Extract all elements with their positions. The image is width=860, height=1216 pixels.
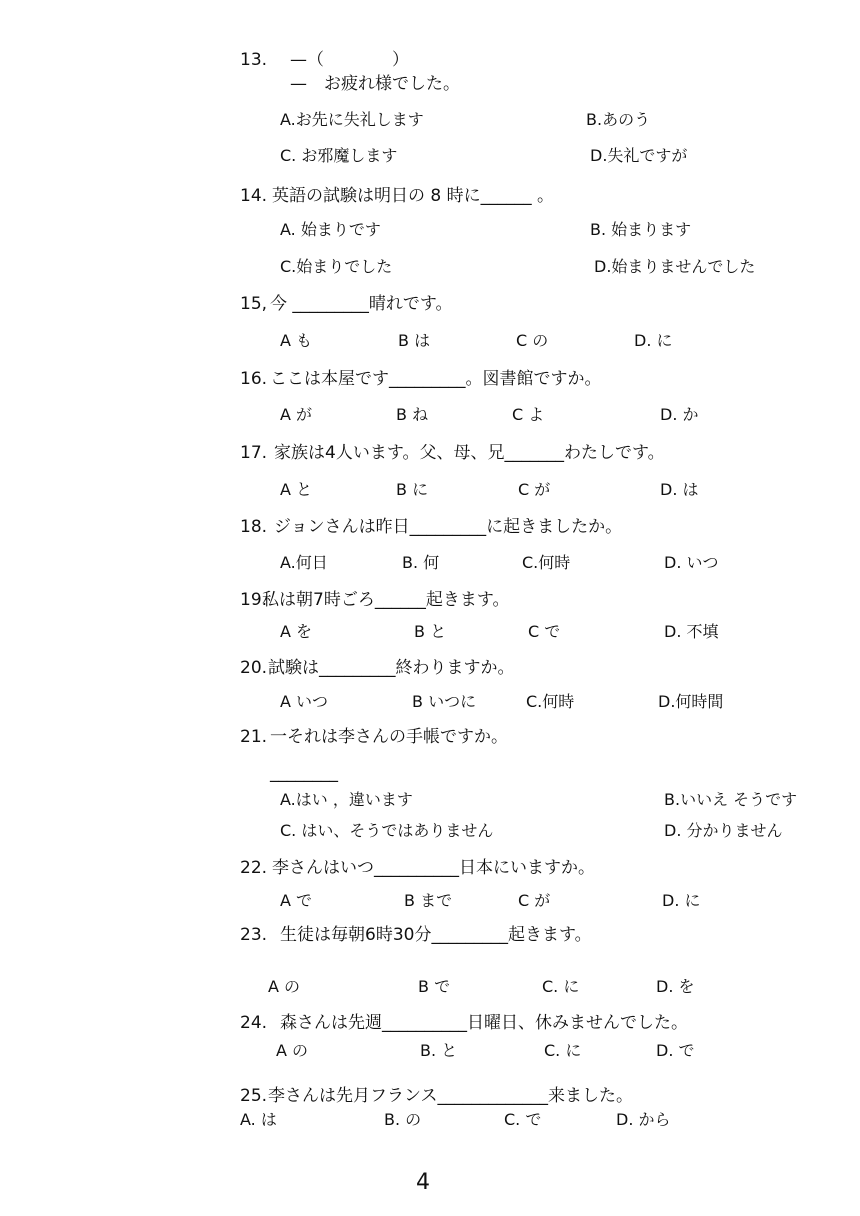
question-13-line-2: — お疲れ様でした。	[290, 74, 460, 94]
question-21-option-a: A.はい ，違います	[280, 790, 413, 809]
question-20-option-b: B いつに	[412, 692, 477, 711]
question-24-option-d: D. で	[656, 1041, 695, 1060]
question-15-option-d: D. に	[634, 331, 673, 350]
question-20-option-a: A いつ	[280, 692, 329, 711]
question-20-option-d: D.何時間	[658, 692, 724, 711]
question-13-option-b: B.あのう	[586, 110, 651, 129]
question-21-option-c: C. はい、そうではありません	[280, 821, 494, 840]
question-18-option-d: D. いつ	[664, 553, 719, 572]
question-17-option-b: B に	[396, 480, 429, 499]
question-20-line-1: 試験は_________終わりますか。	[268, 658, 515, 678]
question-18-option-b: B. 何	[402, 553, 440, 572]
question-15-line-1: 今 _________晴れです。	[270, 294, 453, 314]
question-25-option-c: C. で	[504, 1110, 542, 1129]
question-22-number: 22.	[240, 858, 268, 878]
question-17-option-d: D. は	[660, 480, 699, 499]
question-19-option-a: A を	[280, 622, 313, 641]
question-20-number: 20.	[240, 658, 268, 678]
question-21-option-b: B.いいえ そうです	[664, 790, 798, 809]
question-24-line-1: 森さんは先週__________日曜日、休みませんでした。	[280, 1013, 688, 1033]
question-16-option-b: B ね	[396, 405, 429, 424]
question-23-option-a: A の	[268, 977, 301, 996]
question-25-line-1: 李さんは先月フランス_____________来ました。	[268, 1086, 633, 1106]
question-17-option-a: A と	[280, 480, 313, 499]
question-19-option-c: C で	[528, 622, 561, 641]
question-23-line-1: 生徒は毎朝6時30分_________起きます。	[280, 925, 592, 945]
question-24-option-c: C. に	[544, 1041, 582, 1060]
question-19-option-d: D. 不填	[664, 622, 719, 641]
question-21-number: 21.	[240, 727, 268, 747]
page-number: 4	[416, 1170, 430, 1195]
question-18-line-1: ジョンさんは昨日_________に起きましたか。	[274, 517, 623, 537]
question-18-number: 18.	[240, 517, 268, 537]
question-13-number: 13.	[240, 50, 268, 70]
question-14-number: 14.	[240, 186, 268, 206]
question-13-line-1: —（ ）	[290, 50, 409, 70]
question-21-line-1: 一それは李さんの手帳ですか。	[270, 727, 508, 747]
question-23-option-c: C. に	[542, 977, 580, 996]
question-19-option-b: B と	[414, 622, 447, 641]
question-24-option-a: A の	[276, 1041, 309, 1060]
question-17-option-c: C が	[518, 480, 551, 499]
question-14-line-1: 英語の試験は明日の 8 時に______ 。	[272, 186, 555, 206]
question-13-option-d: D.失礼ですが	[590, 146, 688, 165]
question-15-option-b: B は	[398, 331, 431, 350]
question-15-option-a: A も	[280, 331, 313, 350]
question-25-option-d: D. から	[616, 1110, 671, 1129]
question-13-option-c: C. お邪魔します	[280, 146, 398, 165]
question-22-option-c: C が	[518, 891, 551, 910]
question-24-number: 24.	[240, 1013, 268, 1033]
question-25-option-a: A. は	[240, 1110, 277, 1129]
question-25-option-b: B. の	[384, 1110, 422, 1129]
question-19-line-1: 私は朝7時ごろ______起きます。	[262, 590, 510, 610]
question-23-number: 23.	[240, 925, 268, 945]
question-14-option-d: D.始まりませんでした	[594, 257, 756, 276]
question-20-option-c: C.何時	[526, 692, 575, 711]
question-15-option-c: C の	[516, 331, 549, 350]
question-25-number: 25.	[240, 1086, 268, 1106]
question-14-option-b: B. 始まります	[590, 220, 692, 239]
question-16-line-1: ここは本屋です_________。図書館ですか。	[270, 369, 602, 389]
question-21-option-d: D. 分かりません	[664, 821, 783, 840]
question-17-number: 17.	[240, 443, 268, 463]
question-17-line-1: 家族は4人います。父、母、兄_______わたしです。	[274, 443, 665, 463]
question-16-option-d: D. か	[660, 405, 699, 424]
question-18-option-c: C.何時	[522, 553, 571, 572]
question-22-option-d: D. に	[662, 891, 701, 910]
question-14-option-a: A. 始まりです	[280, 220, 381, 239]
question-16-number: 16.	[240, 369, 268, 389]
question-23-option-d: D. を	[656, 977, 695, 996]
question-16-option-c: C よ	[512, 405, 545, 424]
question-15-number: 15,	[240, 294, 268, 314]
question-22-option-b: B まで	[404, 891, 453, 910]
question-13-option-a: A.お先に失礼します	[280, 110, 424, 129]
question-23-option-b: B で	[418, 977, 451, 996]
question-18-option-a: A.何日	[280, 553, 328, 572]
question-24-option-b: B. と	[420, 1041, 458, 1060]
question-16-option-a: A が	[280, 405, 313, 424]
question-22-line-1: 李さんはいつ__________日本にいますか。	[272, 858, 595, 878]
question-19-number: 19.	[240, 590, 268, 610]
question-21-answer-blank: ________	[270, 763, 338, 783]
question-14-option-c: C.始まりでした	[280, 257, 393, 276]
question-22-option-a: A で	[280, 891, 313, 910]
